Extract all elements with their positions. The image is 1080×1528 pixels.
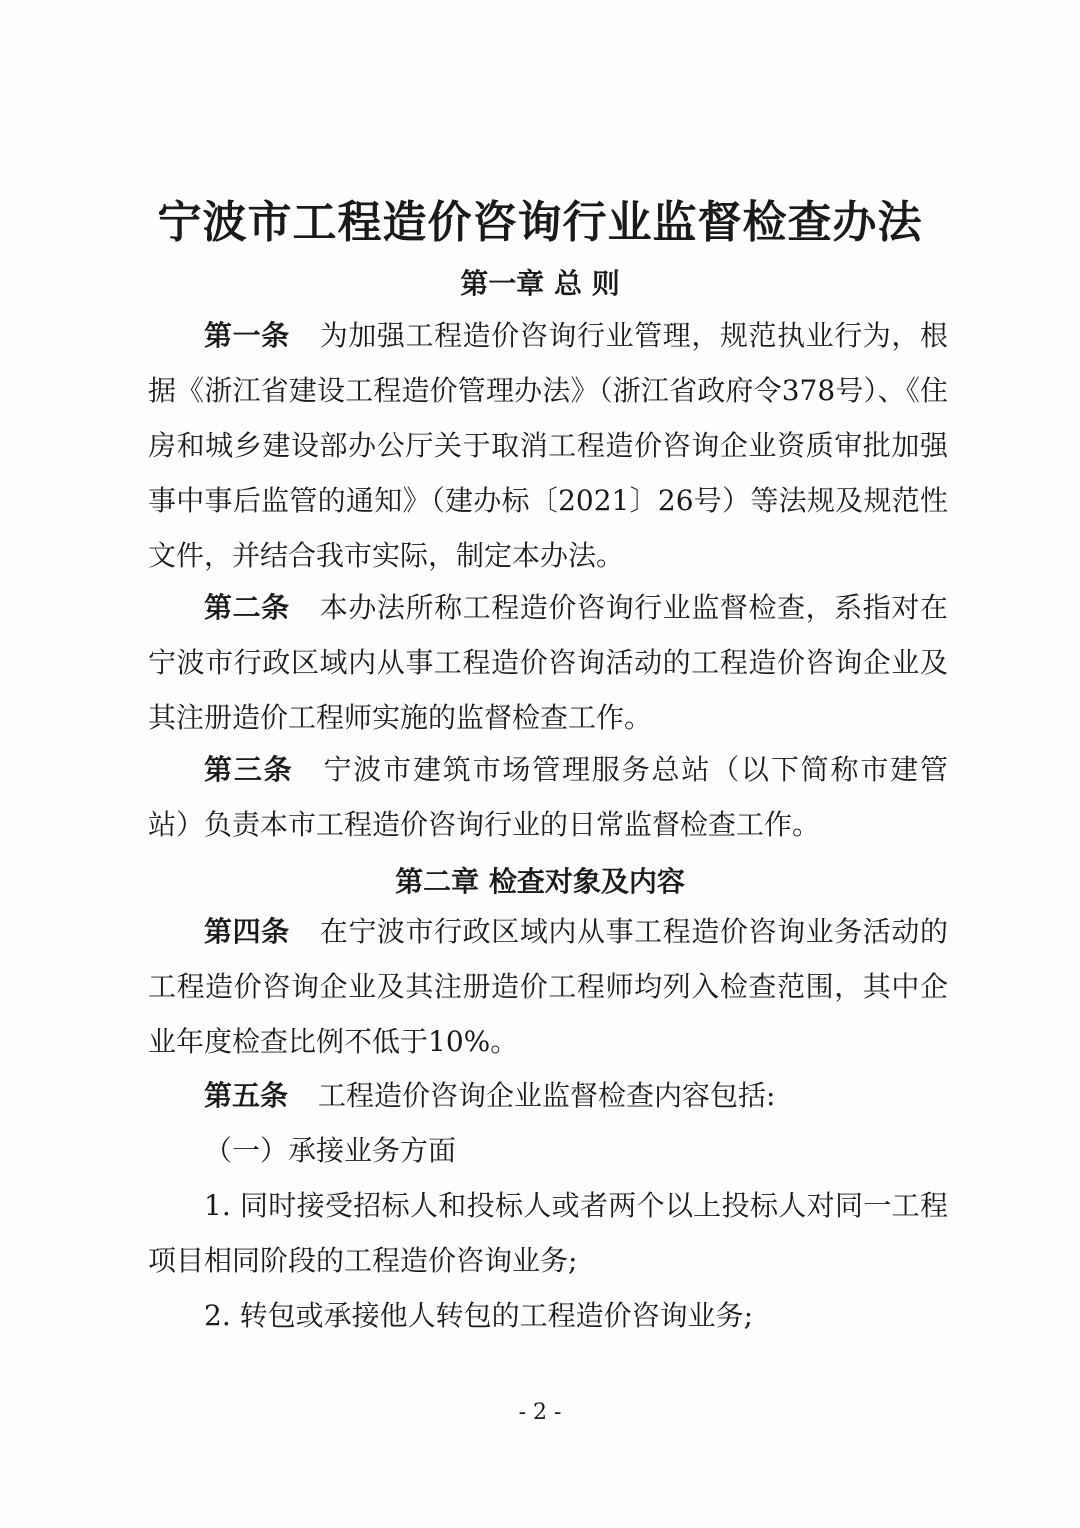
article-4-label: 第四条 [204, 915, 290, 948]
article-1-text: 为加强工程造价咨询行业管理，规范执业行为，根据《浙江省建设工程造价管理办法》（浙江省政府令378号）、《住房和城乡建设部办公厅关于取消工程造价咨询企业资质审批加强事中事后监管的通知》（建办标〔2021〕26号）等法规及规范性文件，并结合我市实际，制定本办法。 [148, 319, 948, 572]
chapter-heading-2: 第二章 检查对象及内容 [395, 865, 685, 898]
article-5-label: 第五条 [204, 1079, 289, 1112]
article-4 [148, 904, 948, 1069]
list-item-1: 1. 同时接受招标人和投标人或者两个以上投标人对同一工程项目相同阶段的工程造价咨询业务; [148, 1189, 948, 1277]
article-3-label: 第三条 [204, 753, 294, 786]
article-5-text: 工程造价咨询企业监督检查内容包括: [318, 1079, 776, 1112]
page-number: - 2 - [518, 1400, 562, 1425]
list-item-2: 2. 转包或承接他人转包的工程造价咨询业务; [204, 1299, 754, 1332]
document-title: 宁波市工程造价咨询行业监督检查办法 [157, 197, 923, 248]
article-5 [148, 1068, 948, 1123]
chapter-heading-1: 第一章 总 则 [460, 267, 620, 300]
article-3-text: 宁波市建筑市场管理服务总站（以下简称市建管站）负责本市工程造价咨询行业的日常监督检查工作。 [148, 753, 948, 841]
article-2-text: 本办法所称工程造价咨询行业监督检查，系指对在宁波市行政区域内从事工程造价咨询活动的工程造价咨询企业及其注册造价工程师实施的监督检查工作。 [148, 591, 948, 734]
article-1 [148, 308, 948, 583]
article-4-text: 在宁波市行政区域内从事工程造价咨询业务活动的工程造价咨询企业及其注册造价工程师均列入检查范围，其中企业年度检查比例不低于10%。 [148, 915, 948, 1058]
article-3 [148, 742, 948, 852]
section-heading-1: （一）承接业务方面 [204, 1134, 457, 1167]
article-2 [148, 580, 948, 745]
article-1-label: 第一条 [204, 319, 290, 352]
article-2-label: 第二条 [204, 591, 290, 624]
